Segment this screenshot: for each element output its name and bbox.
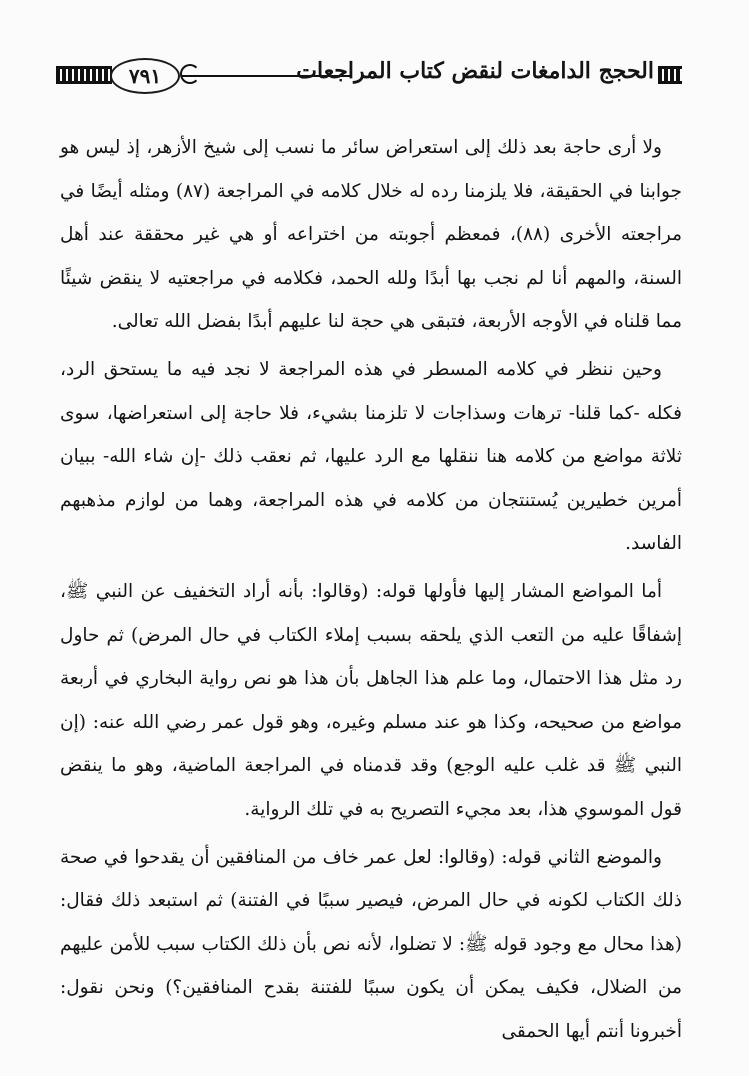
running-title: الحجج الدامغات لنقض كتاب المراجعات — [296, 58, 654, 84]
page-header — [0, 0, 749, 110]
ornament-right-icon — [658, 66, 682, 84]
paragraph: ولا أرى حاجة بعد ذلك إلى استعراض سائر ما نسب إلى شيخ الأزهر، إذ ليس هو جوابنا في الحقيقة، فلا يلزمنا رده له خلال كلامه في المراجعة (٨٧) ومثله أيضًا في مراجعته الأخرى (٨٨)، فمعظم أجوبته من اختراعه أو هي غير محققة عند أهل السنة، والمهم أنا لم نجب بها أبدًا ولله الحمد، فكلامه في مراجعتيه لا ينقض شيئًا مما قلناه في الأوجه الأربعة، فتبقى هي حجة لنا عليهم أبدًا بفضل الله تعالى. — [60, 137, 682, 333]
ornament-left-icon — [56, 66, 112, 84]
body-text — [60, 126, 682, 1057]
flourish-icon — [180, 64, 200, 84]
paragraph: والموضع الثاني قوله: (وقالوا: لعل عمر خاف من المنافقين أن يقدحوا في صحة ذلك الكتاب لكونه في حال المرض، فيصير سببًا في الفتنة) ثم استبعد ذلك فقال: (هذا محال مع وجود قوله ﷺ: لا تضلوا، لأنه نص بأن ذلك الكتاب سبب للأمن عليهم من الضلال، فكيف يمكن أن يكون سببًا للفتنة بقدح المنافقين؟) ونحن نقول: أخبرونا أنتم أيها الحمقى — [60, 846, 682, 1042]
paragraph: أما المواضع المشار إليها فأولها قوله: (وقالوا: بأنه أراد التخفيف عن النبي ﷺ، إشفاقًا عليه من التعب الذي يلحقه بسبب إملاء الكتاب في حال المرض) ثم حاول رد مثل هذا الاحتمال، وما علم هذا الجاهل بأن هذا هو نص رواية البخاري في أربعة مواضع من صحيحه، وكذا هو عند مسلم وغيره، وهو قول عمر رضي الله عنه: (إن النبي ﷺ قد غلب عليه الوجع) وقد قدمناه في المراجعة الماضية، وهو ما ينقض قول الموسوي هذا، بعد مجيء التصريح به في تلك الرواية. — [60, 580, 682, 820]
paragraph: وحين ننظر في كلامه المسطر في هذه المراجعة لا نجد فيه ما يستحق الرد، فكله -كما قلنا- ترهات وسذاجات لا تلزمنا بشيء، فلا حاجة إلى استعراضها، سوى ثلاثة مواضع من كلامه هنا ننقلها مع الرد عليها، ثم نعقب ذلك -إن شاء الله- ببيان أمرين خطيرين يُستنتجان من كلامه في هذه المراجعة، وهما من لوازم مذهبهم الفاسد. — [60, 358, 682, 555]
page-number: ٧٩١ — [110, 58, 180, 94]
